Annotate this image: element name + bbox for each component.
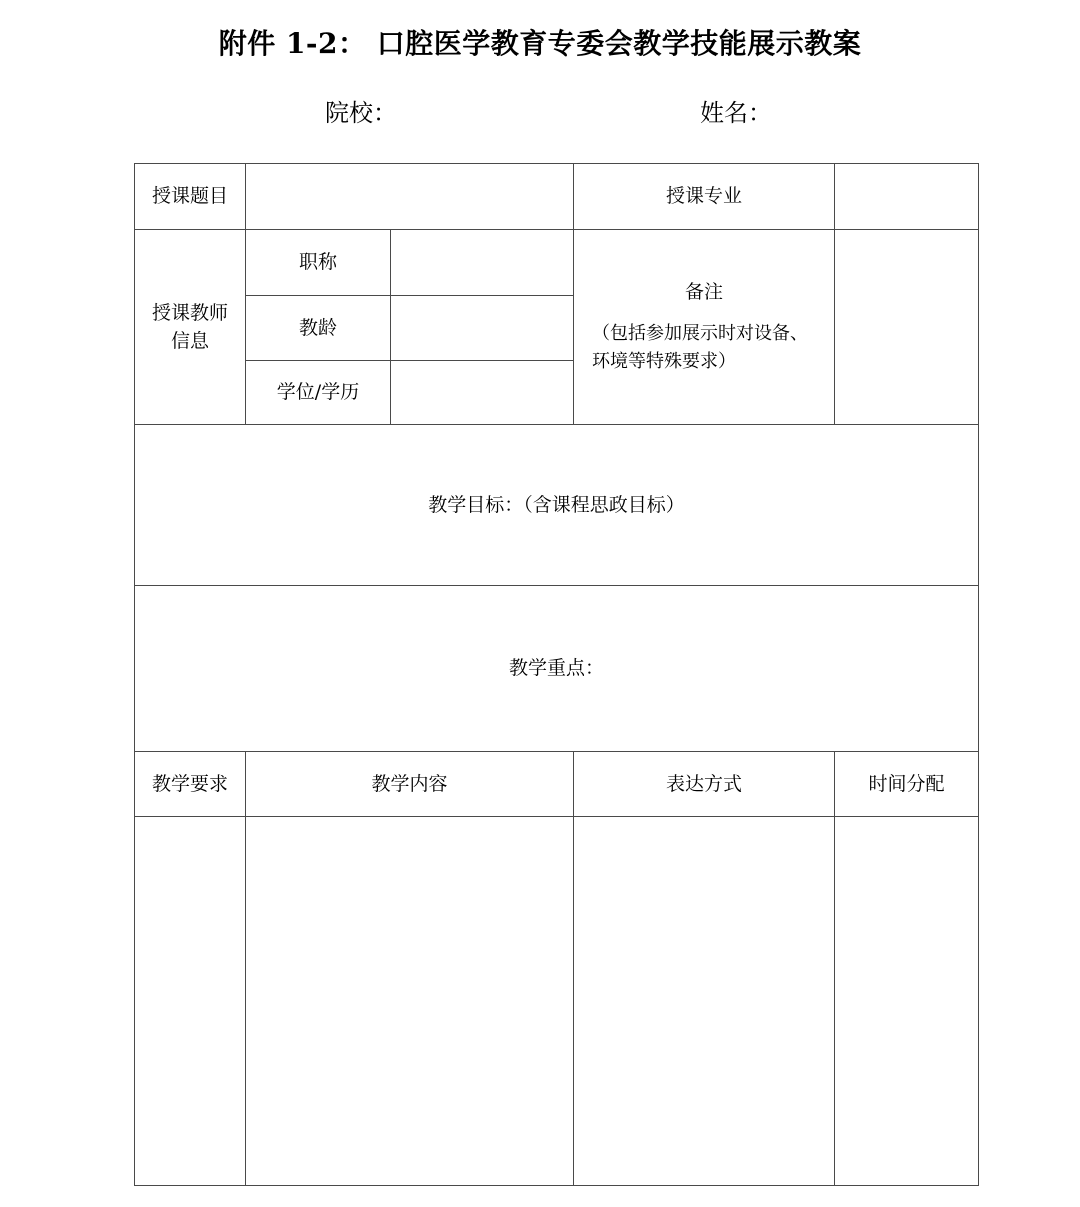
objective-cell[interactable]	[135, 425, 979, 586]
topic-label: 授课题目	[135, 164, 246, 230]
teaching-years-value-cell[interactable]	[391, 296, 574, 361]
topic-value-cell[interactable]	[246, 164, 574, 230]
remark-value-cell[interactable]	[835, 230, 979, 425]
teacher-info-line1: 授课教师	[151, 301, 228, 324]
table-row-keypoint	[135, 586, 979, 752]
table-row	[135, 817, 979, 1186]
school-label: 院校：	[325, 99, 397, 127]
table-row-objective	[135, 425, 979, 586]
table-row-topic	[135, 164, 979, 230]
degree-value-cell[interactable]	[391, 361, 574, 425]
lesson-plan-table	[134, 163, 979, 1186]
teacher-info-label	[135, 230, 246, 425]
major-label: 授课专业	[574, 164, 835, 230]
keypoint-cell[interactable]	[135, 586, 979, 752]
remark-note: （包括参加展示时对设备、环境等特殊要求）	[592, 323, 808, 373]
table-header-row	[135, 752, 979, 817]
cell-requirement[interactable]	[135, 817, 246, 1186]
column-header-content: 教学内容	[246, 752, 574, 817]
column-header-time: 时间分配	[835, 752, 979, 817]
keypoint-label: 教学重点：	[508, 657, 604, 680]
table-row-title-rank	[135, 230, 979, 296]
objective-label: 教学目标：（含课程思政目标）	[428, 493, 685, 516]
subtitle-row	[0, 94, 1080, 134]
title-rank-value-cell[interactable]	[391, 230, 574, 296]
remark-cell	[574, 230, 835, 425]
column-header-requirement: 教学要求	[135, 752, 246, 817]
name-label: 姓名：	[700, 99, 772, 127]
teaching-years-label: 教龄	[246, 296, 391, 361]
page-title: 附件 1-2： 口腔医学教育专委会教学技能展示教案	[218, 27, 862, 60]
cell-content[interactable]	[246, 817, 574, 1186]
teacher-info-line2: 信息	[170, 330, 209, 352]
degree-label: 学位/学历	[246, 361, 391, 425]
column-header-expression: 表达方式	[574, 752, 835, 817]
title-rank-label: 职称	[246, 230, 391, 296]
major-value-cell[interactable]	[835, 164, 979, 230]
cell-time[interactable]	[835, 817, 979, 1186]
remark-label: 备注	[684, 280, 723, 303]
cell-expression[interactable]	[574, 817, 835, 1186]
